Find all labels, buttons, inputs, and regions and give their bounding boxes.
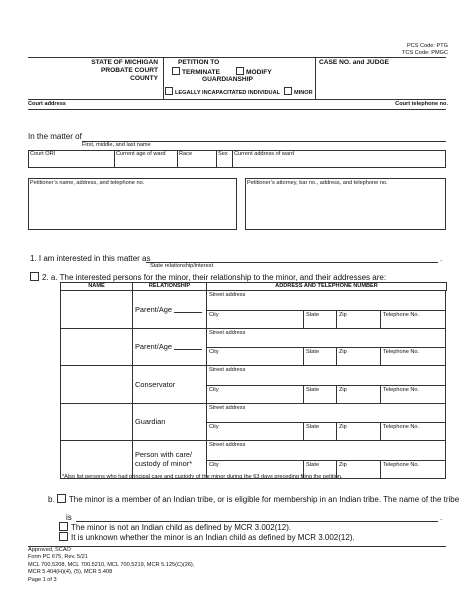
street-address-field[interactable]: Street address xyxy=(206,290,446,311)
header-bottom-rule xyxy=(28,99,446,100)
in-the-matter-of-label: In the matter of xyxy=(28,132,82,141)
relationship-cell[interactable] xyxy=(132,290,207,329)
street-address-field[interactable]: Street address xyxy=(206,365,446,386)
table-header-cell: RELATIONSHIP xyxy=(132,282,207,291)
legally-incapacitated-checkbox[interactable] xyxy=(165,87,173,95)
modify-label: MODIFY xyxy=(246,69,272,76)
petition-to-label: PETITION TO xyxy=(178,59,220,66)
not-indian-text: The minor is not an Indian child as defined by MCR 3.002(12). xyxy=(71,523,292,532)
zip-field[interactable]: Zip xyxy=(336,310,381,329)
telephone-field[interactable]: Telephone No. xyxy=(380,460,446,479)
state-field[interactable]: State xyxy=(303,347,337,366)
item2a-row[interactable] xyxy=(30,272,386,283)
current-age-field[interactable]: Current age of ward xyxy=(116,151,166,157)
court-ori-field[interactable]: Court ORI xyxy=(30,151,56,157)
unknown-checkbox[interactable] xyxy=(59,532,68,541)
race-field[interactable]: Race xyxy=(179,151,193,157)
city-field[interactable]: City xyxy=(206,347,304,366)
minor-checkbox[interactable] xyxy=(284,87,292,95)
mcl-line-2: MCR 5.404(H)(4), (5), MCR 5.408 xyxy=(28,569,113,575)
age-blank[interactable] xyxy=(174,343,202,350)
relationship-label: Guardian xyxy=(135,417,166,427)
county-label: COUNTY xyxy=(130,75,158,82)
minor-option[interactable] xyxy=(284,87,313,96)
terminate-checkbox[interactable] xyxy=(172,67,180,75)
state-field[interactable]: State xyxy=(303,422,337,441)
item2a-checkbox[interactable] xyxy=(30,272,39,281)
guardianship-label: GUARDIANSHIP xyxy=(202,76,253,83)
tcs-code: TCS Code: PMGC xyxy=(401,50,448,56)
legally-incapacitated-label: LEGALLY INCAPACITATED INDIVIDUAL xyxy=(175,90,281,96)
item2a-text: 2. a. The interested persons for the minor, their relationship to the minor, and their addresses are: xyxy=(42,273,387,282)
attorney-label: Petitioner’s attorney, bar no., address, and telephone no. xyxy=(247,180,388,186)
footnote: *Also list persons who had principal care and custody of the minor during the 63 days preceding filing the petition. xyxy=(62,474,343,480)
ward-col-divider-2 xyxy=(177,150,178,168)
city-field[interactable]: City xyxy=(206,422,304,441)
state-field[interactable]: State xyxy=(303,460,337,479)
relationship-label: Conservator xyxy=(135,379,176,389)
relationship-cell[interactable] xyxy=(132,403,207,442)
form-number: Form PC 675, Rev. 5/21 xyxy=(28,554,88,560)
name-cell[interactable] xyxy=(60,403,133,442)
state-field[interactable]: State xyxy=(303,310,337,329)
state-field[interactable]: State xyxy=(303,385,337,404)
not-indian-checkbox[interactable] xyxy=(59,522,68,531)
ward-col-divider-4 xyxy=(232,150,233,168)
pcs-code: PCS Code: PTG xyxy=(406,43,448,49)
name-hint: First, middle, and last name xyxy=(82,142,151,148)
name-cell[interactable] xyxy=(60,328,133,367)
name-cell[interactable] xyxy=(60,440,133,479)
item1-text: 1. I am interested in this matter as xyxy=(30,254,151,263)
case-no-label: CASE NO. and JUDGE xyxy=(319,59,389,66)
telephone-field[interactable]: Telephone No. xyxy=(380,385,446,404)
name-cell[interactable] xyxy=(60,290,133,329)
item2b-text: The minor is a member of an Indian tribe, or is eligible for membership in an Indian tribe. The name of the tribe xyxy=(68,495,460,504)
relationship-label: Parent/Age xyxy=(135,304,172,314)
relationship-label: Person with care/ custody of minor* xyxy=(135,450,193,469)
current-address-field[interactable]: Current address of ward xyxy=(234,151,295,157)
telephone-field[interactable]: Telephone No. xyxy=(380,347,446,366)
sex-field[interactable]: Sex xyxy=(218,151,228,157)
modify-checkbox[interactable] xyxy=(236,67,244,75)
item2b-label: b. xyxy=(48,495,55,504)
relationship-label: Parent/Age xyxy=(135,342,172,352)
minor-label: MINOR xyxy=(294,90,313,96)
zip-field[interactable]: Zip xyxy=(336,385,381,404)
header-top-rule xyxy=(28,57,446,58)
page-number: Page 1 of 3 xyxy=(28,577,57,583)
telephone-field[interactable]: Telephone No. xyxy=(380,310,446,329)
unknown-text: It is unknown whether the minor is an Indian child as defined by MCR 3.002(12). xyxy=(71,533,355,542)
table-header-cell: ADDRESS AND TELEPHONE NUMBER xyxy=(206,282,447,291)
relationship-cell[interactable] xyxy=(132,328,207,367)
state-label: STATE OF MICHIGAN xyxy=(91,59,158,66)
header-divider-1 xyxy=(163,57,164,99)
header-divider-2 xyxy=(315,57,316,99)
unknown-row[interactable] xyxy=(59,532,355,543)
street-address-field[interactable]: Street address xyxy=(206,440,446,461)
item2b-checkbox[interactable] xyxy=(57,494,66,503)
mcl-line-1: MCL 700.5208, MCL 700.5210, MCL 700.5219, MCR 5.125(C)(26), xyxy=(28,562,195,568)
name-cell[interactable] xyxy=(60,365,133,404)
city-field[interactable]: City xyxy=(206,385,304,404)
telephone-field[interactable]: Telephone No. xyxy=(380,422,446,441)
table-header-cell: NAME xyxy=(60,282,133,291)
not-indian-row[interactable] xyxy=(59,522,291,533)
court-address-rule xyxy=(28,109,446,110)
ward-col-divider-1 xyxy=(114,150,115,168)
city-field[interactable]: City xyxy=(206,310,304,329)
zip-field[interactable]: Zip xyxy=(336,422,381,441)
street-address-field[interactable]: Street address xyxy=(206,403,446,424)
item1-hint: State relationship/interest xyxy=(150,263,214,269)
street-address-field[interactable]: Street address xyxy=(206,328,446,349)
age-blank[interactable] xyxy=(174,306,202,313)
court-label: PROBATE COURT xyxy=(100,67,158,74)
city-field[interactable]: City xyxy=(206,460,304,479)
approved-label: Approved, SCAO xyxy=(28,547,71,553)
zip-field[interactable]: Zip xyxy=(336,460,381,479)
ward-col-divider-3 xyxy=(216,150,217,168)
court-phone-label: Court telephone no. xyxy=(395,101,448,107)
footer-rule xyxy=(28,546,446,547)
relationship-cell[interactable] xyxy=(132,440,207,479)
terminate-label: TERMINATE xyxy=(182,69,220,76)
is-word: is xyxy=(66,513,72,522)
relationship-cell[interactable] xyxy=(132,365,207,404)
item2b-row[interactable] xyxy=(48,494,459,505)
court-address-label: Court address xyxy=(28,101,66,107)
petitioner-label: Petitioner’s name, address, and telephone no. xyxy=(30,180,145,186)
zip-field[interactable]: Zip xyxy=(336,347,381,366)
legally-incapacitated-option[interactable] xyxy=(165,87,280,96)
